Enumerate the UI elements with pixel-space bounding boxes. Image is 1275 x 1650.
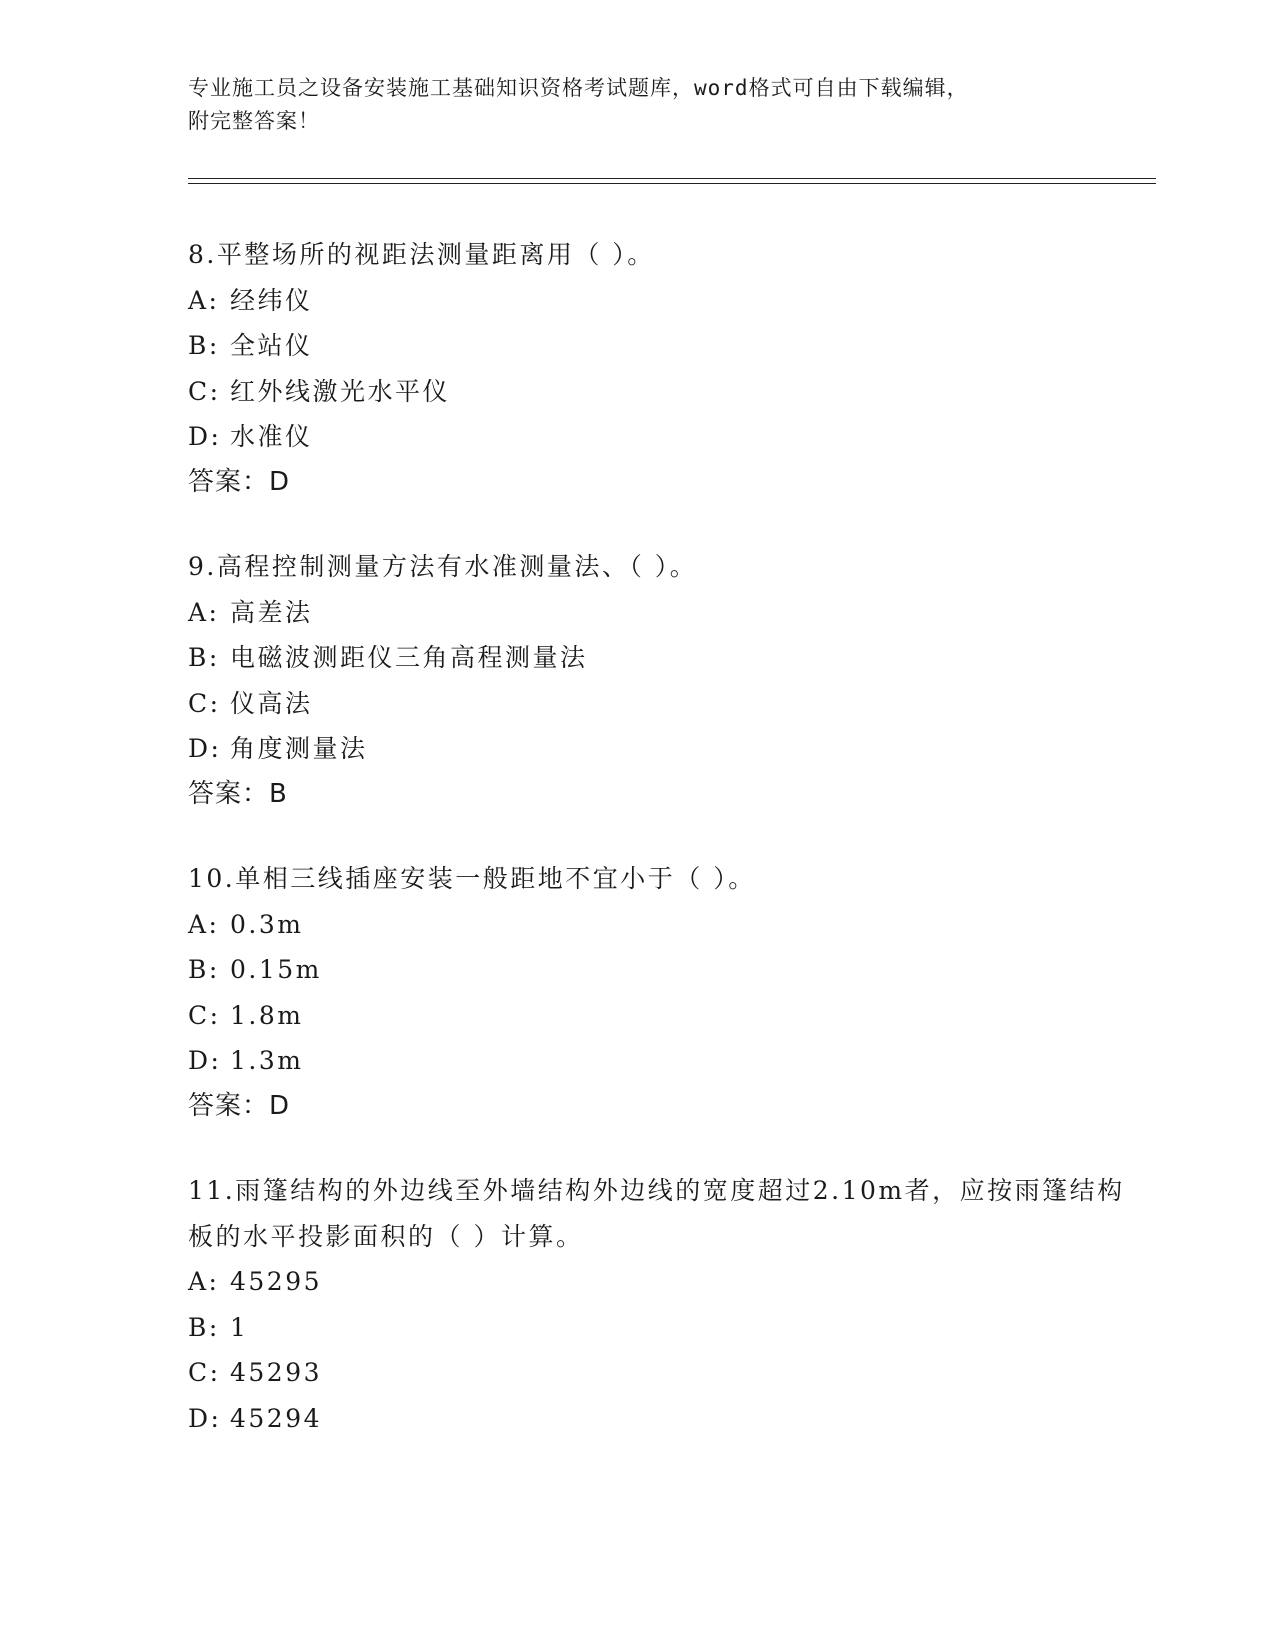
option-letter: A: — [188, 909, 220, 939]
option-text: 0.15m — [230, 955, 322, 984]
option-a — [188, 590, 1128, 636]
option-letter: B: — [188, 643, 220, 672]
document-header — [188, 72, 1088, 138]
option-letter: A: — [188, 285, 220, 315]
option-text: 全站仪 — [230, 331, 313, 360]
option-d — [188, 1038, 1128, 1084]
option-letter: B: — [188, 331, 220, 360]
option-text: 水准仪 — [230, 422, 313, 451]
header-divider-bottom — [188, 183, 1156, 184]
question-11 — [188, 1168, 1128, 1441]
option-letter: D: — [188, 1046, 222, 1075]
option-a — [188, 278, 1128, 324]
option-text: 高差法 — [230, 597, 313, 627]
question-list — [188, 232, 1128, 1480]
option-text: 45294 — [230, 1403, 323, 1433]
option-letter: D: — [188, 1403, 222, 1433]
option-d — [188, 1396, 1128, 1442]
option-text: 仪高法 — [230, 688, 313, 718]
option-c — [188, 1350, 1128, 1396]
option-b — [188, 635, 1128, 681]
question-8 — [188, 232, 1128, 505]
question-10 — [188, 856, 1128, 1129]
option-letter: C: — [188, 1358, 221, 1387]
option-a — [188, 1259, 1128, 1305]
option-d — [188, 414, 1128, 460]
answer-line: 答案：D — [188, 1090, 291, 1121]
option-a — [188, 902, 1128, 948]
option-text: 0.3m — [230, 909, 304, 939]
option-b — [188, 1305, 1128, 1351]
option-d — [188, 726, 1128, 772]
header-divider-top — [188, 178, 1156, 179]
option-letter: A: — [188, 597, 220, 627]
option-letter: B: — [188, 955, 220, 984]
option-c — [188, 681, 1128, 727]
option-text: 45293 — [230, 1358, 323, 1387]
answer-line: 答案：B — [188, 778, 288, 809]
option-text: 红外线激光水平仪 — [230, 376, 451, 406]
option-letter: C: — [188, 688, 221, 718]
option-letter: C: — [188, 1000, 221, 1030]
header-line-1: 专业施工员之设备安装施工基础知识资格考试题库，word格式可自由下载编辑， — [188, 76, 969, 100]
option-c — [188, 369, 1128, 415]
question-stem: 11.雨篷结构的外边线至外墙结构外边线的宽度超过2.10m者，应按雨篷结构板的水平投影面积的（ ）计算。 — [188, 1176, 1125, 1251]
option-letter: B: — [188, 1312, 220, 1342]
option-text: 1 — [230, 1312, 249, 1342]
question-stem: 10.单相三线插座安装一般距地不宜小于（ ）。 — [188, 864, 756, 893]
option-b — [188, 323, 1128, 369]
option-letter: D: — [188, 734, 222, 763]
answer-line: 答案：D — [188, 466, 291, 497]
option-letter: C: — [188, 376, 221, 406]
question-stem: 8.平整场所的视距法测量距离用（ ）。 — [188, 240, 655, 269]
option-letter: A: — [188, 1267, 220, 1296]
option-b — [188, 947, 1128, 993]
option-text: 1.8m — [230, 1000, 304, 1030]
option-text: 角度测量法 — [230, 734, 368, 763]
question-stem: 9.高程控制测量方法有水准测量法、（ ）。 — [188, 552, 698, 581]
option-text: 1.3m — [230, 1046, 304, 1075]
header-line-2: 附完整答案！ — [188, 109, 320, 133]
option-c — [188, 993, 1128, 1039]
option-letter: D: — [188, 422, 222, 451]
option-text: 45295 — [230, 1267, 323, 1296]
option-text: 电磁波测距仪三角高程测量法 — [230, 643, 588, 672]
question-9 — [188, 544, 1128, 817]
option-text: 经纬仪 — [230, 285, 313, 315]
